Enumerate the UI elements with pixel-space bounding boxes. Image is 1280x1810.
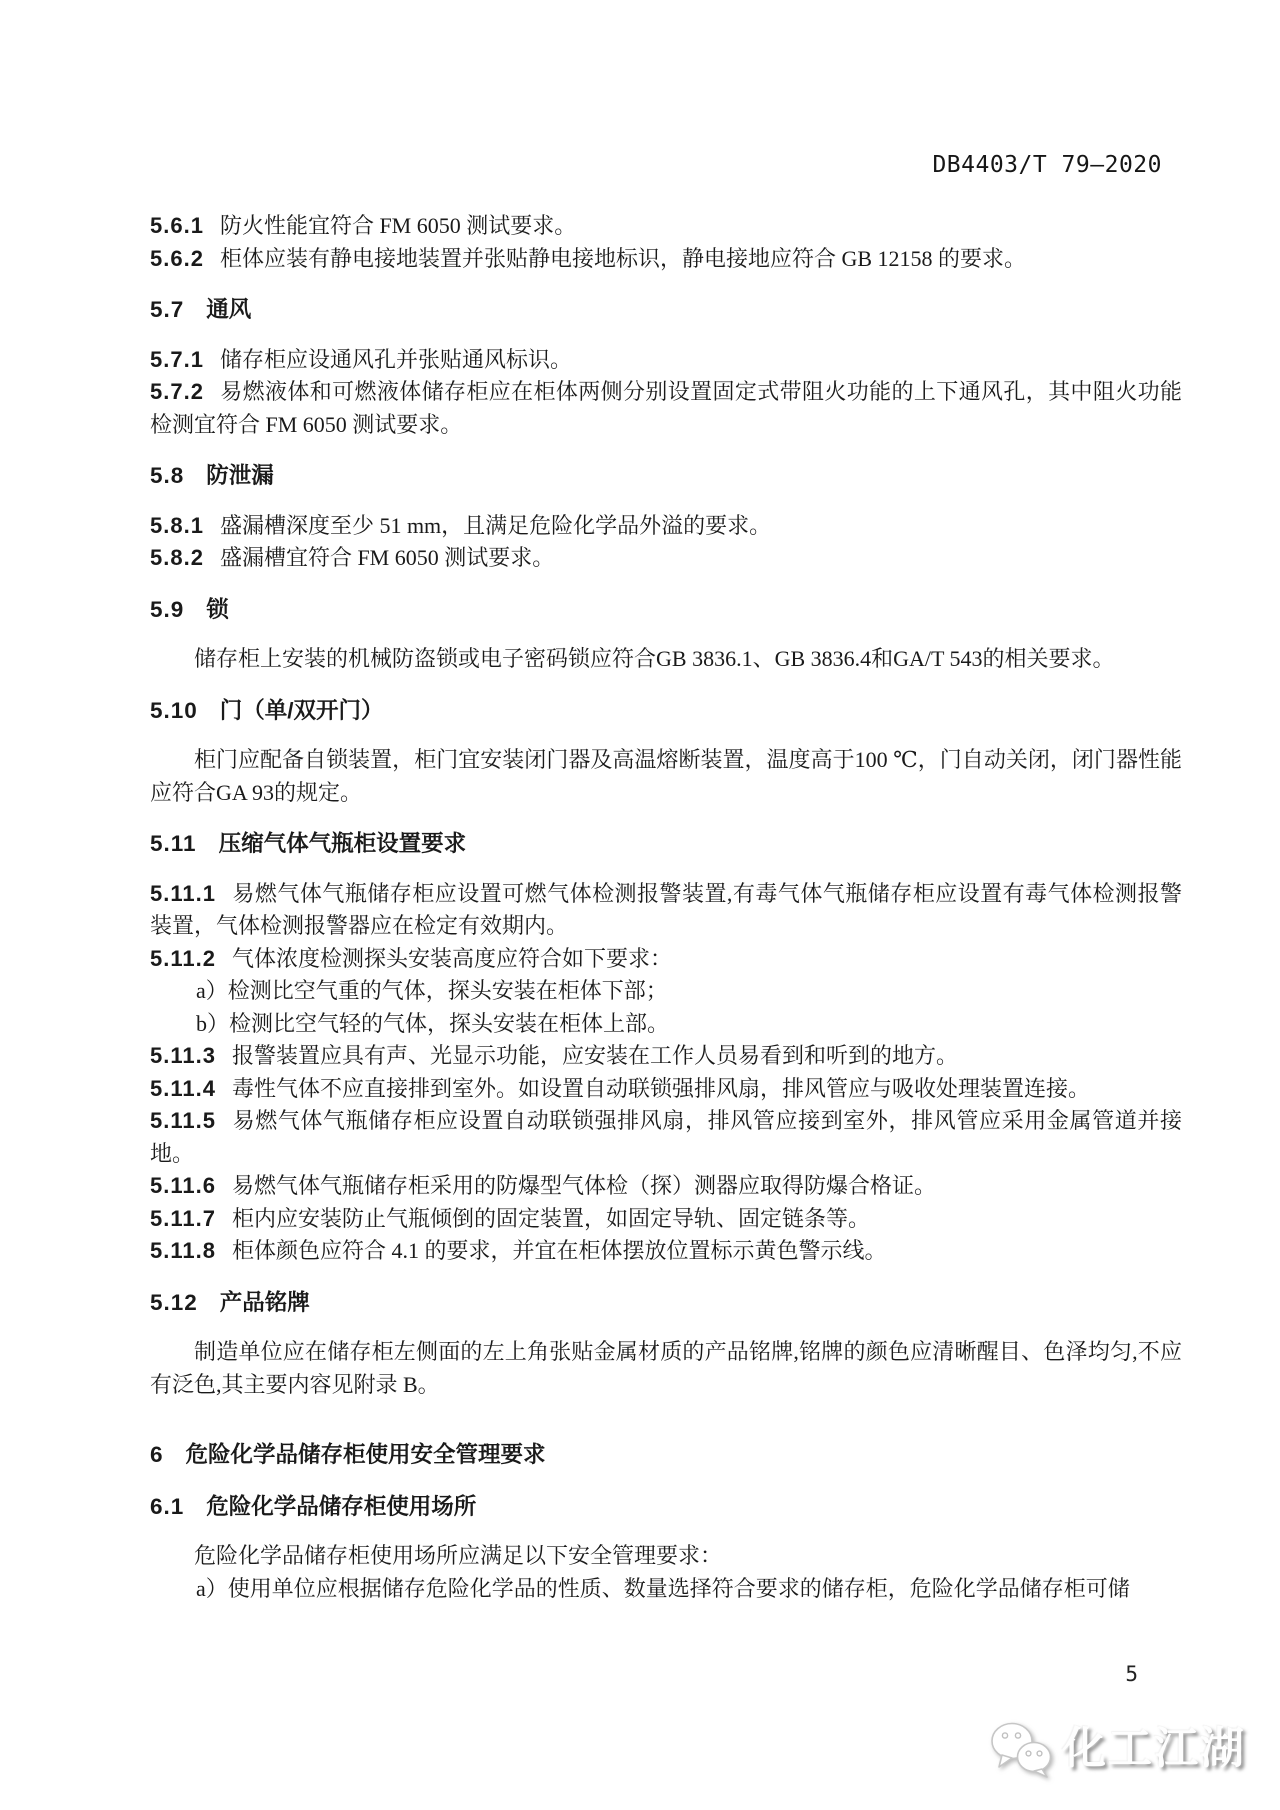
clause-number: 5.11.2 bbox=[150, 945, 216, 971]
clause-text: 易燃气体气瓶储存柜应设置可燃气体检测报警装置,有毒气体气瓶储存柜应设置有毒气体检测报警装置，气体检测报警器应在检定有效期内。 bbox=[150, 880, 1182, 938]
clause-number: 5.7.2 bbox=[150, 379, 204, 404]
clause-text: 易燃气体气瓶储存柜应设置自动联锁强排风扇，排风管应接到室外，排风管应采用金属管道并接地。 bbox=[150, 1108, 1182, 1166]
clause-5.11.2 bbox=[150, 943, 1182, 976]
clause-text: 产品铭牌 bbox=[219, 1289, 310, 1315]
clause-text: 储存柜上安装的机械防盗锁或电子密码锁应符合GB 3836.1、GB 3836.4和GA/T 543的相关要求。 bbox=[194, 646, 1115, 671]
clause-number: 5.11.6 bbox=[150, 1173, 216, 1198]
clause-number: 5.11.8 bbox=[150, 1238, 216, 1263]
clause-5.7.1 bbox=[150, 344, 1182, 377]
clause-5.8.1 bbox=[150, 510, 1182, 543]
clause-text: 柜体颜色应符合 4.1 的要求，并宜在柜体摆放位置标示黄色警示线。 bbox=[231, 1238, 887, 1263]
page-number: 5 bbox=[1125, 1662, 1138, 1686]
section-heading-5.9 bbox=[150, 594, 1182, 627]
standard-number: DB4403/T 79—2020 bbox=[932, 152, 1162, 178]
clause-5.11.8 bbox=[150, 1235, 1182, 1268]
clause-text: b）检测比空气轻的气体，探头安装在柜体上部。 bbox=[196, 1010, 670, 1036]
clause-number: 5.11 bbox=[150, 831, 197, 856]
section-heading-5.12 bbox=[150, 1287, 1182, 1320]
clause-number: 6 bbox=[150, 1442, 164, 1467]
list-item bbox=[150, 1573, 1182, 1606]
clause-5.7.2 bbox=[150, 376, 1182, 441]
clause-text: 盛漏槽宜符合 FM 6050 测试要求。 bbox=[219, 545, 555, 570]
clause-text: a）检测比空气重的气体，探头安装在柜体下部； bbox=[196, 978, 668, 1003]
paragraph bbox=[150, 1336, 1182, 1401]
clause-number: 5.11.5 bbox=[150, 1108, 216, 1133]
clause-text: 储存柜应设通风孔并张贴通风标识。 bbox=[219, 346, 572, 372]
list-item bbox=[150, 975, 1182, 1008]
clause-text: 锁 bbox=[206, 596, 229, 622]
clause-text: 危险化学品储存柜使用场所应满足以下安全管理要求： bbox=[194, 1543, 723, 1568]
clause-text: 危险化学品储存柜使用安全管理要求 bbox=[185, 1442, 546, 1467]
list-item bbox=[150, 1008, 1182, 1041]
clause-text: 危险化学品储存柜使用场所 bbox=[206, 1493, 477, 1519]
clause-number: 5.8 bbox=[150, 463, 185, 488]
chapter-heading-6 bbox=[150, 1439, 1182, 1472]
clause-text: 防泄漏 bbox=[206, 463, 274, 488]
clause-5.11.3 bbox=[150, 1040, 1182, 1073]
clause-text: 防火性能宜符合 FM 6050 测试要求。 bbox=[219, 213, 577, 238]
clause-5.11.6 bbox=[150, 1170, 1182, 1203]
clause-number: 5.12 bbox=[150, 1289, 198, 1315]
clause-number: 5.7 bbox=[150, 297, 185, 322]
clause-text: 报警装置应具有声、光显示功能，应安装在工作人员易看到和听到的地方。 bbox=[231, 1043, 958, 1068]
clause-text: 压缩气体气瓶柜设置要求 bbox=[218, 831, 467, 856]
clause-5.6.2 bbox=[150, 243, 1182, 276]
clause-number: 5.11.4 bbox=[150, 1075, 216, 1101]
clause-text: 气体浓度检测探头安装高度应符合如下要求： bbox=[231, 945, 672, 971]
clause-text: 易燃气体气瓶储存柜采用的防爆型气体检（探）测器应取得防爆合格证。 bbox=[231, 1173, 936, 1198]
paragraph bbox=[150, 1540, 1182, 1573]
clause-5.8.2 bbox=[150, 542, 1182, 575]
clause-number: 5.6.1 bbox=[150, 213, 204, 238]
clause-text: 门（单/双开门） bbox=[219, 697, 384, 723]
clause-number: 5.7.1 bbox=[150, 346, 204, 372]
clause-number: 5.8.2 bbox=[150, 545, 204, 570]
clause-number: 5.11.1 bbox=[150, 880, 216, 906]
clause-text: a）使用单位应根据储存危险化学品的性质、数量选择符合要求的储存柜，危险化学品储存柜可储 bbox=[196, 1575, 1130, 1601]
section-heading-5.8 bbox=[150, 460, 1182, 493]
clause-text: 通风 bbox=[206, 297, 252, 322]
watermark-text: 化工江湖 bbox=[1062, 1724, 1246, 1773]
clause-text: 柜门应配备自锁装置，柜门宜安装闭门器及高温熔断装置，温度高于100 ℃，门自动关闭，闭门器性能应符合GA 93的规定。 bbox=[150, 747, 1182, 805]
clause-text: 柜体应装有静电接地装置并张贴静电接地标识，静电接地应符合 GB 12158 的要求。 bbox=[219, 245, 1027, 271]
clause-text: 柜内应安装防止气瓶倾倒的固定装置，如固定导轨、固定链条等。 bbox=[231, 1205, 870, 1231]
page-header bbox=[150, 150, 1162, 180]
clause-text: 制造单位应在储存柜左侧面的左上角张贴金属材质的产品铭牌,铭牌的颜色应清晰醒目、色泽均匀,不应有泛色,其主要内容见附录 B。 bbox=[150, 1339, 1182, 1397]
clause-text: 毒性气体不应直接排到室外。如设置自动联锁强排风扇，排风管应与吸收处理装置连接。 bbox=[231, 1075, 1090, 1101]
clause-5.6.1 bbox=[150, 210, 1182, 243]
clause-5.11.5 bbox=[150, 1105, 1182, 1170]
wechat-icon bbox=[990, 1720, 1054, 1778]
paragraph bbox=[150, 744, 1182, 809]
clause-number: 5.8.1 bbox=[150, 512, 204, 538]
clause-text: 易燃液体和可燃液体储存柜应在柜体两侧分别设置固定式带阻火功能的上下通风孔，其中阻火功能检测宜符合 FM 6050 测试要求。 bbox=[150, 379, 1182, 437]
clause-5.11.7 bbox=[150, 1203, 1182, 1236]
watermark bbox=[990, 1720, 1246, 1778]
clause-5.11.4 bbox=[150, 1073, 1182, 1106]
clause-number: 5.11.3 bbox=[150, 1043, 216, 1068]
clause-number: 5.9 bbox=[150, 596, 185, 622]
section-heading-5.10 bbox=[150, 695, 1182, 728]
document-content bbox=[150, 210, 1182, 1605]
clause-number: 5.11.7 bbox=[150, 1205, 216, 1231]
clause-5.11.1 bbox=[150, 878, 1182, 943]
section-heading-5.7 bbox=[150, 294, 1182, 327]
section-heading-6.1 bbox=[150, 1491, 1182, 1524]
paragraph bbox=[150, 643, 1182, 676]
clause-number: 6.1 bbox=[150, 1493, 185, 1519]
clause-number: 5.10 bbox=[150, 697, 198, 723]
section-heading-5.11 bbox=[150, 828, 1182, 861]
clause-number: 5.6.2 bbox=[150, 245, 204, 271]
clause-text: 盛漏槽深度至少 51 mm，且满足危险化学品外溢的要求。 bbox=[219, 512, 772, 538]
